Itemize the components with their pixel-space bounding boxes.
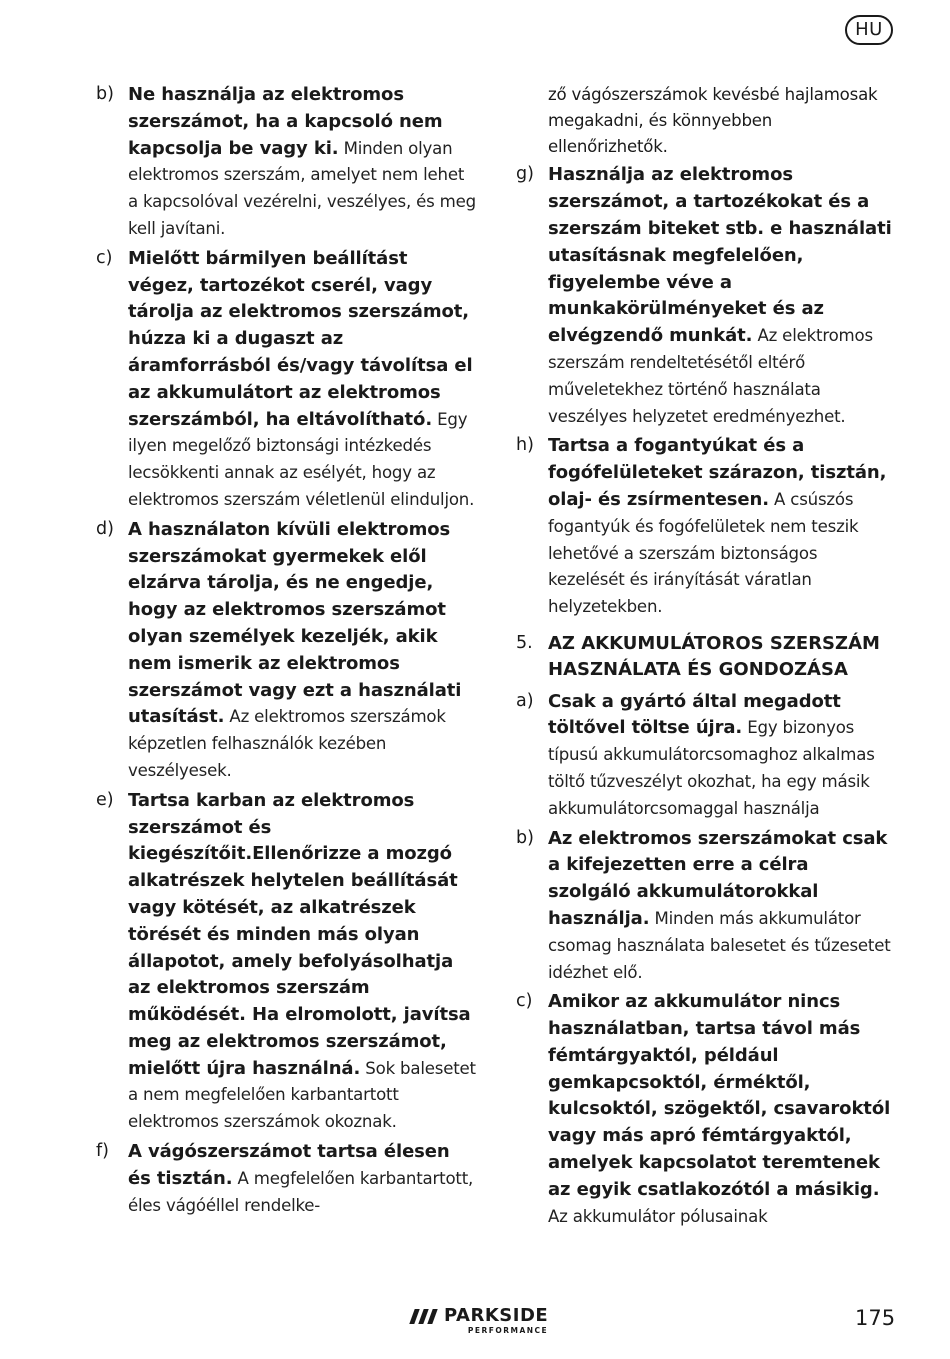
right-column <box>516 82 894 1233</box>
item-label: c) <box>96 247 113 268</box>
item-bold-text: Mielőtt bármilyen beállítást végez, tartozékot cserél, vagy tárolja az elektromos szerszámot, húzza ki a dugaszt az áramforrásból és/vagy távolítsa el az akkumulátort az elektromos szerszámból, ha eltávolítható. <box>128 247 473 430</box>
item-text <box>128 82 478 243</box>
item-bold-text: Amikor az akkumulátor nincs használatban, tartsa távol más fémtárgyaktól, például gemkapcsoktól, érméktől, kulcsoktól, szögektől, csavaroktól vagy más apró fémtárgyaktól, amelyek kapcsolatot teremtenek az egyik csatlakozótól a másikig. <box>548 991 891 1200</box>
logo-wordmark <box>444 1306 548 1335</box>
item-normal-text: Minden más akkumulátor csomag használata balesetet és tűzesetet idézhet elő. <box>548 908 891 982</box>
list-item <box>96 788 478 1136</box>
item-bold-text: Tartsa karban az elektromos szerszámot és kiegészítőit.Ellenőrizze a mozgó alkatrészek helytelen beállítását vagy kötését, az alkatrészek törését és minden más olyan állapotot, amely befolyásolhatja az elektromos szerszám működését. Ha elromolott, javítsa meg az elektromos szerszámot, mielőtt újra használná. <box>128 789 471 1079</box>
item-text <box>128 246 478 514</box>
item-label: b) <box>96 84 114 104</box>
item-label: d) <box>96 518 114 539</box>
item-normal-text: A megfelelően karbantartott, éles vágóéllel rendelke- <box>128 1168 474 1215</box>
page-number: 175 <box>855 1306 896 1330</box>
brand-subtitle: PERFORMANCE <box>467 1326 549 1335</box>
item-normal-text: Minden olyan elektromos szerszám, amelyet nem lehet a kapcsolóval vezérelni, veszélyes, és meg kell javítani. <box>128 138 476 238</box>
item-text <box>548 162 894 430</box>
item-label: c) <box>516 991 533 1012</box>
item-label: e) <box>96 789 114 810</box>
list-item <box>96 82 478 243</box>
item-label: g) <box>516 164 534 185</box>
item-bold-text: Ne használja az elektromos szerszámot, ha a kapcsoló nem kapcsolja be vagy ki. <box>128 84 443 159</box>
item-normal-text: Az akkumulátor pólusainak <box>548 1206 768 1226</box>
item-label: h) <box>516 435 534 456</box>
continuation-text: ző vágószerszámok kevésbé hajlamosak megakadni, és könnyebben ellenőrizhetők. <box>548 85 878 156</box>
item-text <box>548 433 894 621</box>
list-item <box>516 989 894 1230</box>
section-title: AZ AKKUMULÁTOROS SZERSZÁM HASZNÁLATA ÉS GONDOZÁSA <box>548 632 880 680</box>
list-item <box>516 826 894 987</box>
brand-name: PARKSIDE <box>444 1305 549 1326</box>
item-normal-text: Az elektromos szerszám rendeltetésétől eltérő műveletekhez történő használata veszélyes helyzetet eredményezhet. <box>548 326 873 426</box>
item-normal-text: Egy bizonyos típusú akkumulátorcsomaghoz alkalmas töltő tűzveszélyt okozhat, ha egy másik akkumulátorcsomaggal használja <box>548 718 875 818</box>
item-normal-text: A csúszós fogantyúk és fogófelületek nem teszik lehetővé a szerszám biztonságos kezelését és irányítását váratlan helyzetekben. <box>548 489 859 617</box>
item-bold-text: Használja az elektromos szerszámot, a tartozékokat és a szerszám biteket stb. e használati utasításnak megfelelően, figyelembe véve a munkakörülményeket és az elvégzendő munkát. <box>548 164 892 347</box>
item-label: f) <box>96 1141 109 1162</box>
list-item <box>516 689 894 823</box>
item-label: a) <box>516 690 534 711</box>
item-text <box>128 517 478 785</box>
list-item <box>96 1139 478 1219</box>
item-bold-text: A vágószerszámot tartsa élesen és tisztán. <box>128 1141 450 1189</box>
item-label: b) <box>516 827 534 848</box>
item-normal-text: Sok balesetet a nem megfelelően karbantartott elektromos szerszámok okoznak. <box>128 1058 476 1132</box>
section-number: 5. <box>516 632 533 653</box>
item-bold-text: Csak a gyártó által megadott töltővel töltse újra. <box>548 690 841 739</box>
list-item <box>96 246 478 514</box>
list-item <box>96 517 478 785</box>
logo-stripes-icon <box>412 1309 435 1324</box>
list-item <box>516 162 894 430</box>
section-heading <box>516 631 894 683</box>
language-badge: HU <box>845 15 893 45</box>
list-item <box>516 433 894 621</box>
item-bold-text: Az elektromos szerszámokat csak a kifejezetten erre a célra szolgáló akkumulátorokkal használja. <box>548 827 888 929</box>
item-bold-text: A használaton kívüli elektromos szerszámokat gyermekek elől elzárva tárolja, és ne engedje, hogy az elektromos szerszámot olyan személyek kezeljék, akik nem ismerik az elektromos szerszámot vagy ezt a használati utasítást. <box>128 518 462 728</box>
item-text <box>548 689 894 823</box>
item-text <box>128 1139 478 1219</box>
left-column <box>96 82 478 1222</box>
item-normal-text: Az elektromos szerszámok képzetlen felhasználók kezében veszélyesek. <box>128 707 446 780</box>
item-text <box>548 989 894 1230</box>
item-text <box>548 826 894 987</box>
item-normal-text: Egy ilyen megelőző biztonsági intézkedés lecsökkenti annak az esélyét, hogy az elektromos szerszám véletlenül elinduljon. <box>128 409 475 509</box>
parkside-logo <box>412 1306 602 1346</box>
item-text <box>128 788 478 1136</box>
item-bold-text: Tartsa a fogantyúkat és a fogófelületeket szárazon, tisztán, olaj- és zsírmentesen. <box>548 435 887 510</box>
